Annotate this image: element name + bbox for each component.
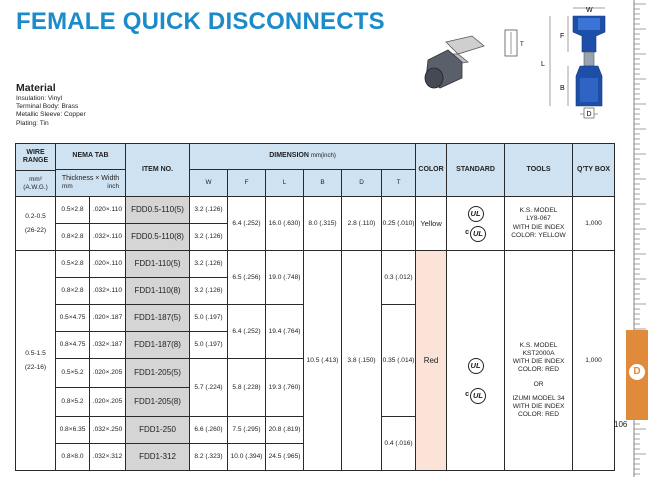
cul-logo-icon: UL [470,388,486,404]
tab-inch: .020×.110 [90,197,126,224]
tab-mm: 0.5×4.75 [56,305,90,332]
dim-l: 16.0 (.630) [266,197,304,251]
tab-inch: .020×.110 [90,251,126,278]
section-tab [626,330,648,420]
tab-mm: 0.8×8.0 [56,444,90,471]
qty-cell: 1,000 [573,251,615,471]
dim-w: 3.2 (.126) [190,251,228,278]
tab-inch: .032×.110 [90,224,126,251]
header-thickness-width [56,170,126,197]
dim-label-t: T [520,42,524,48]
section-tab-letter: D [629,364,645,380]
header-qty-box: Q'TY BOX [573,144,615,197]
header-w: W [190,170,228,197]
header-wire-unit: mm² (A.W.G.) [16,171,56,197]
c-mark: c [465,391,469,399]
item-no: FDD1-110(8) [126,278,190,305]
connector-3d-illustration [425,36,484,88]
color-cell: Yellow [416,197,447,251]
item-no: FDD0.5-110(5) [126,197,190,224]
dim-label-d: D [586,111,592,118]
page-number: 106 [614,420,628,429]
material-line: Plating: Tin [16,119,49,127]
tab-mm: 0.5×5.2 [56,359,90,388]
unit-inch: inch [107,183,120,191]
dim-d: 3.8 (.150) [342,251,382,471]
dim-label-l: L [541,61,545,68]
dim-b: 10.5 (.413) [304,251,342,471]
side-view-sketch [505,30,524,56]
dim-w: 3.2 (.126) [190,197,228,224]
tab-inch: .032×.312 [90,444,126,471]
dim-t: 0.35 (.014) [382,305,416,417]
dim-f: 6.5 (.256) [228,251,266,305]
header-b: B [304,170,342,197]
dim-label-b: B [560,85,565,92]
header-wire-range: WIRE RANGE [16,144,56,171]
standard-cell [447,197,505,251]
tab-mm: 0.5×2.8 [56,251,90,278]
tab-mm: 0.8×4.75 [56,332,90,359]
color-cell: Red [416,251,447,471]
terminal-diagram [410,2,615,132]
dim-l: 20.8 (.819) [266,417,304,444]
wire-range-cell: 0.5-1.5 (22-16) [16,251,56,471]
tab-mm: 0.8×2.8 [56,278,90,305]
tab-mm: 0.8×5.2 [56,388,90,417]
dim-w: 3.2 (.126) [190,278,228,305]
dim-l: 19.3 (.760) [266,359,304,417]
qty-cell: 1,000 [573,197,615,251]
header-l: L [266,170,304,197]
header-t: T [382,170,416,197]
thickness-width-label: Thickness × Width [61,174,120,182]
item-no: FDD1-187(5) [126,305,190,332]
tab-inch: .032×.110 [90,278,126,305]
dim-f: 6.4 (.252) [228,197,266,251]
tab-mm: 0.8×6.35 [56,417,90,444]
tab-inch: .020×.187 [90,305,126,332]
header-nema-tab: NEMA TAB [56,144,126,170]
item-no: FDD1-205(8) [126,388,190,417]
dim-w: 8.2 (.323) [190,444,228,471]
c-mark: c [465,229,469,237]
dim-l: 24.5 (.965) [266,444,304,471]
dim-w: 5.0 (.197) [190,305,228,332]
dim-f: 6.4 (.252) [228,305,266,359]
header-dimension: DIMENSION mm(inch) [190,144,416,170]
material-block [16,82,86,128]
material-heading: Material [16,82,56,94]
tab-inch: .020×.205 [90,359,126,388]
dim-label-w: W [586,7,593,14]
material-line: Terminal Body: Brass [16,103,79,111]
dim-f: 10.0 (.394) [228,444,266,471]
material-line: Metallic Sleeve: Copper [16,111,86,119]
item-no: FDD1-187(8) [126,332,190,359]
material-line: Insulation: Vinyl [16,95,63,102]
dim-w: 5.7 (.224) [190,359,228,417]
header-color: COLOR [416,144,447,197]
ul-logo-icon: UL [468,358,484,374]
header-standard: STANDARD [447,144,505,197]
dim-w: 3.2 (.126) [190,224,228,251]
item-no: FDD1-205(5) [126,359,190,388]
dim-t: 0.3 (.012) [382,251,416,305]
tab-inch: .032×.187 [90,332,126,359]
unit-mm: mm [62,183,73,191]
dim-b: 8.0 (.315) [304,197,342,251]
dim-f: 7.5 (.295) [228,417,266,444]
spec-table [15,143,615,471]
wire-range-cell: 0.2-0.5 (26-22) [16,197,56,251]
item-no: FDD1-312 [126,444,190,471]
dim-t: 0.4 (.016) [382,417,416,471]
tab-inch: .032×.250 [90,417,126,444]
dim-label-f: F [560,33,565,40]
header-f: F [228,170,266,197]
dim-t: 0.25 (.010) [382,197,416,251]
dim-l: 19.4 (.764) [266,305,304,359]
header-d: D [342,170,382,197]
dim-w: 5.0 (.197) [190,332,228,359]
dimension-drawing [541,7,605,118]
tab-inch: .020×.205 [90,388,126,417]
tools-cell: K.S. MODEL KST2000A WITH DIE INDEX COLOR: RED OR IZUMI MODEL 34 WITH DIE INDEX COLOR: RED [505,251,573,471]
header-item-no: ITEM NO. [126,144,190,197]
dim-f: 5.8 (.228) [228,359,266,417]
tab-mm: 0.5×2.8 [56,197,90,224]
ul-logo-icon: UL [468,206,484,222]
cul-logo-icon: UL [470,226,486,242]
dimension-unit: mm(inch) [310,153,336,160]
page-title: FEMALE QUICK DISCONNECTS [16,8,385,35]
item-no: FDD1-110(5) [126,251,190,278]
header-tools: TOOLS [505,144,573,197]
dim-w: 6.6 (.260) [190,417,228,444]
tab-mm: 0.8×2.8 [56,224,90,251]
dim-l: 19.0 (.748) [266,251,304,305]
tools-cell: K.S. MODEL LY8-067 WITH DIE INDEX COLOR: YELLOW [505,197,573,251]
standard-cell [447,251,505,471]
dim-d: 2.8 (.110) [342,197,382,251]
item-no: FDD1-250 [126,417,190,444]
item-no: FDD0.5-110(8) [126,224,190,251]
